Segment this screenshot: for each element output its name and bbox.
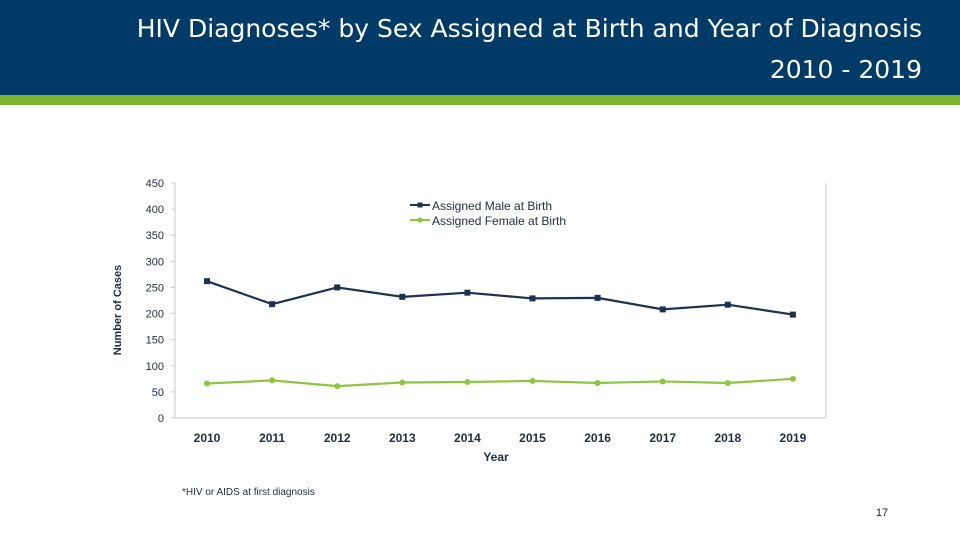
data-point-female: [334, 383, 340, 389]
data-point-female: [464, 379, 470, 385]
data-point-female: [530, 378, 536, 384]
x-tick-label: 2014: [454, 431, 481, 445]
data-point-male: [464, 290, 470, 296]
data-point-male: [334, 284, 340, 290]
x-tick-label: 2018: [714, 431, 742, 445]
x-tick-label: 2015: [519, 431, 546, 445]
y-tick-label: 400: [145, 204, 164, 217]
x-tick-label: 2011: [259, 431, 286, 445]
x-axis-title: Year: [483, 450, 509, 464]
slide-subtitle-years: 2010 - 2019: [769, 55, 922, 84]
x-tick-label: 2016: [584, 431, 611, 445]
data-point-female: [790, 376, 796, 382]
y-axis-title: Number of Cases: [112, 264, 124, 356]
y-tick-label: 450: [145, 178, 164, 190]
x-tick-label: 2017: [649, 431, 677, 445]
legend-male-marker: [418, 203, 423, 208]
data-point-male: [595, 295, 601, 301]
data-point-female: [269, 377, 275, 383]
data-point-male: [530, 295, 536, 301]
y-tick-label: 50: [151, 386, 164, 399]
x-tick-label: 2019: [779, 431, 807, 445]
y-tick-label: 100: [145, 360, 164, 373]
data-point-female: [725, 380, 731, 386]
legend-male-label: Assigned Male at Birth: [432, 199, 553, 213]
series-line-1: [207, 379, 793, 386]
slide-title: HIV Diagnoses* by Sex Assigned at Birth and Year of Diagnosis: [136, 14, 922, 43]
data-point-male: [269, 301, 275, 307]
legend-female-label: Assigned Female at Birth: [432, 214, 567, 228]
x-tick-label: 2013: [388, 431, 416, 445]
x-tick-label: 2010: [193, 431, 221, 445]
legend-female-marker: [417, 217, 422, 222]
data-point-female: [399, 379, 405, 385]
data-point-female: [660, 378, 666, 384]
data-point-female: [595, 380, 601, 386]
footnote: *HIV or AIDS at first diagnosis: [182, 487, 315, 498]
y-tick-label: 200: [145, 308, 164, 321]
data-point-male: [660, 306, 666, 312]
series-layer: [204, 278, 796, 389]
legend: [410, 199, 566, 228]
data-point-male: [204, 278, 210, 284]
y-tick-label: 250: [145, 282, 164, 295]
data-point-male: [399, 294, 405, 300]
y-tick-labels: [146, 178, 175, 425]
y-tick-label: 0: [157, 413, 164, 425]
x-tick-label: 2012: [323, 431, 351, 445]
page-number: 17: [875, 507, 889, 519]
data-point-male: [790, 312, 796, 318]
x-tick-labels: [194, 431, 807, 445]
data-point-male: [725, 302, 731, 308]
y-tick-label: 350: [145, 230, 164, 243]
y-tick-label: 300: [145, 256, 164, 269]
series-line-0: [207, 281, 793, 314]
data-point-female: [204, 381, 210, 387]
y-tick-label: 150: [145, 334, 164, 347]
